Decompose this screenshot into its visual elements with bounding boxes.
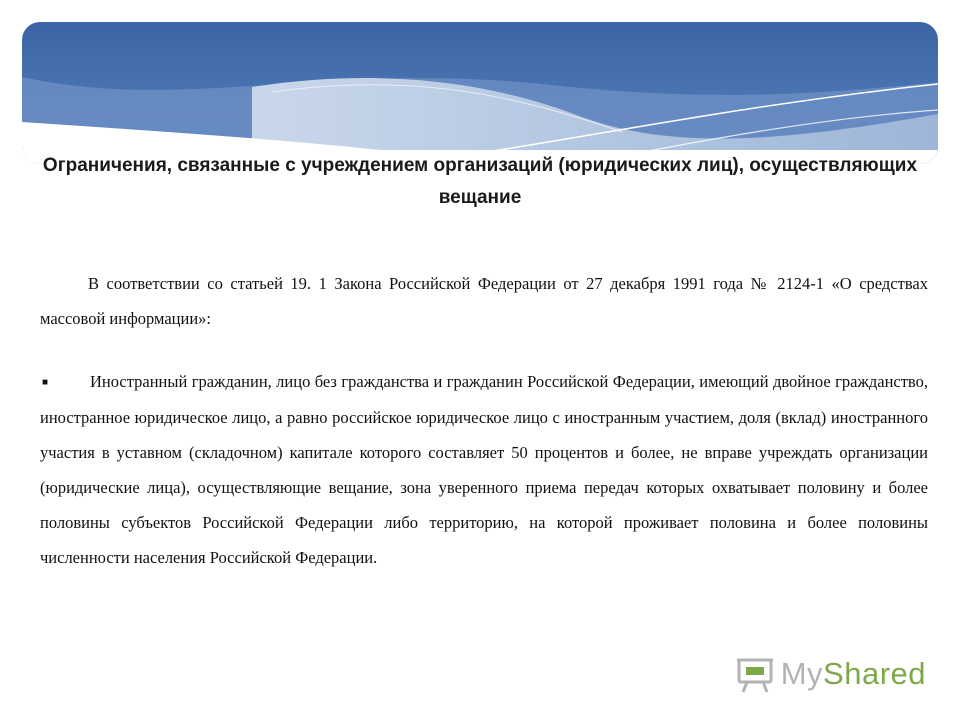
bullet-item [40,364,928,575]
wave-decoration [22,22,938,164]
presentation-board-icon [735,654,775,694]
bullet-text: Иностранный гражданин, лицо без гражданства и гражданин Российской Федерации, имеющий двойное гражданство, иностранное юридическое лицо, а равно российское юридическое лицо с иностранным участием, доля (вклад) иностранного участия в уставном (складочном) капитале которого составляет 50 процентов и более, не вправе учреждать организации (юридические лица), осуществляющие вещание, зона уверенного приема передач которых охватывает половину и более половины субъектов Российской Федерации либо территорию, на которой проживает половина и более половины численности населения Российской Федерации. [40,372,928,567]
watermark-text: MyShared [780,656,926,691]
slide-body [40,266,928,575]
square-bullet-icon: ■ [42,377,49,388]
myshared-logo [735,652,926,696]
slide-title: Ограничения, связанные с учреждением организаций (юридических лиц), осуществляющих вещание [42,155,918,208]
intro-paragraph: В соответствии со статьей 19. 1 Закона Российской Федерации от 27 декабря 1991 года № 2124-1 «О средствах массовой информации»: [40,274,928,328]
header-banner [22,22,938,164]
